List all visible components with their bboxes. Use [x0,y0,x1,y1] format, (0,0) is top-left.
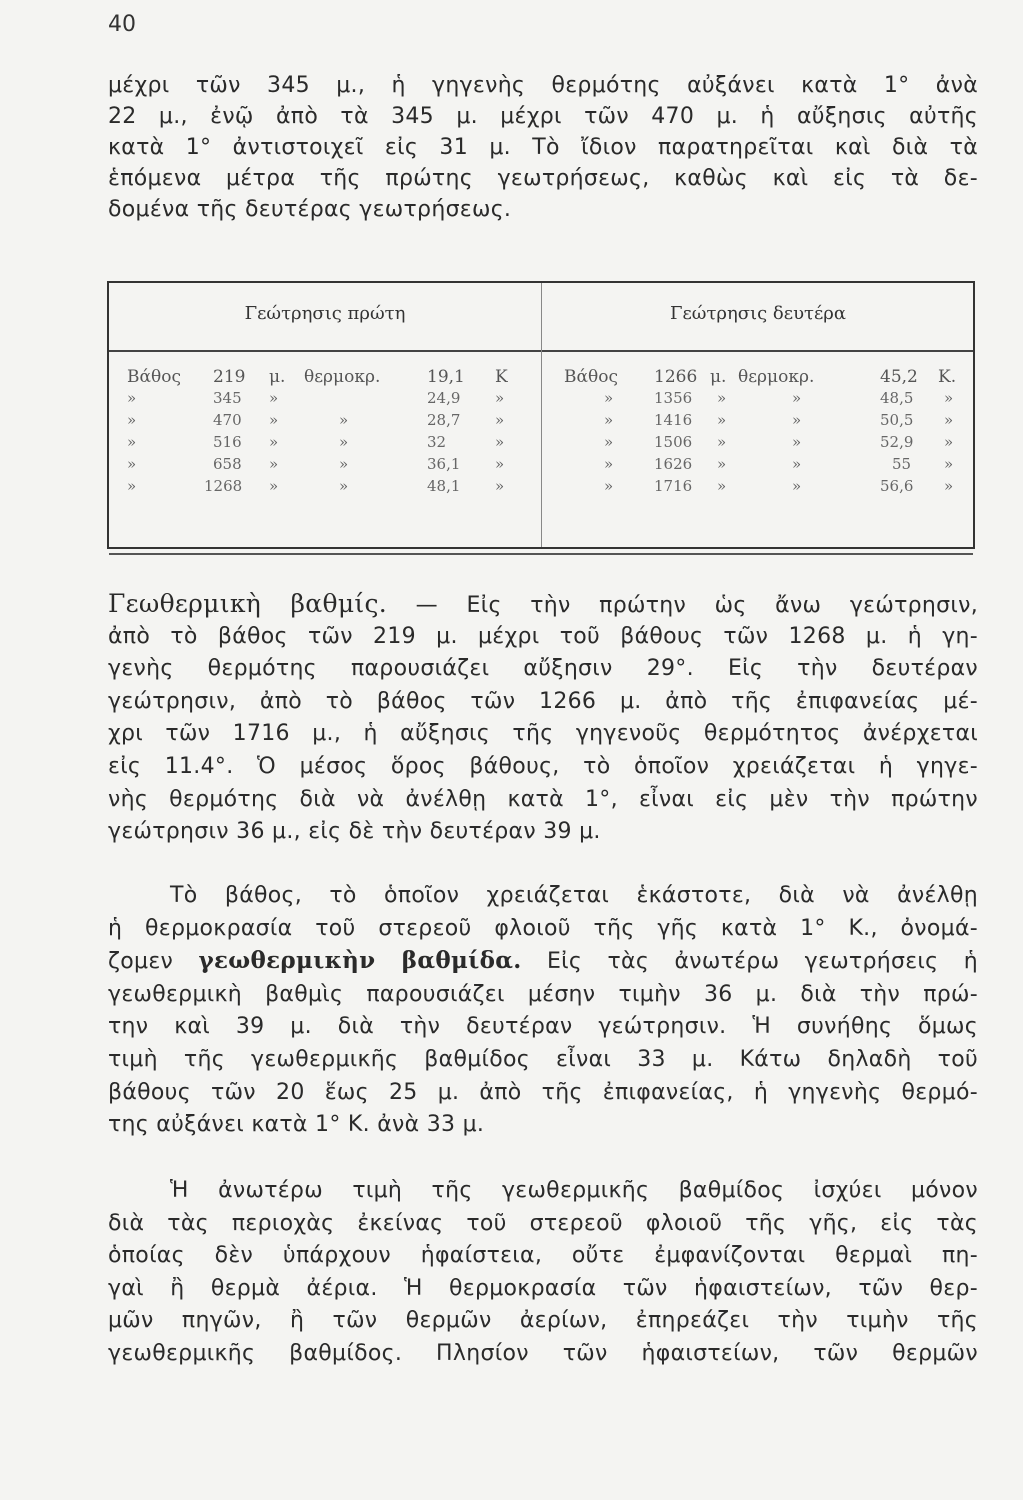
table-row [109,477,541,499]
row-value: 50,5 [880,411,914,429]
row-depth: 1416 [654,411,693,429]
table-row [109,411,541,433]
text-line: δομένα τῆς δευτέρας γεωτρήσεως. [108,197,512,222]
row-depth: 1716 [654,477,693,495]
row-kelvin: » [495,433,505,451]
row-value: 19,1 [427,367,465,387]
text-line: γενὴς θερμότης παρουσιάζει αὔξησιν 29°. Εἰς τὴν δευτέραν [108,656,978,682]
table-column-second-borehole [542,367,974,499]
row-unit-temp: » [792,411,802,429]
table-row [542,477,974,499]
row-unit-temp: » [792,477,802,495]
row-value: 52,9 [880,433,914,451]
row-label: Βάθος [127,367,181,387]
text-line: γεώτρησιν 36 μ., εἰς δὲ τὴν δευτέραν 39 μ. [108,819,601,845]
text-line [108,945,978,979]
row-unit: μ. [710,367,727,387]
row-label: » [604,389,614,407]
text-line: Τὸ βάθος, τὸ ὁποῖον χρειάζεται ἑκάστοτε, διὰ νὰ ἀνέλθῃ [170,883,978,908]
paragraph-definition [108,880,978,1142]
row-label: » [127,389,137,407]
row-label: » [604,411,614,429]
borehole-temperature-table [107,281,975,549]
row-depth: 658 [213,455,242,473]
row-unit-temp: » [792,389,802,407]
row-unit: » [269,455,279,473]
row-kelvin: » [944,455,954,473]
text-line: εἰς 11.4°. Ὁ μέσος ὅρος βάθους, τὸ ὁποῖον χρειάζεται ἡ γηγε- [108,753,978,779]
text-line [108,588,978,621]
defined-term: γεωθερμικὴν βαθμίδα. [198,947,522,975]
row-depth: 1356 [654,389,693,407]
text-line: ἀπὸ τὸ βάθος τῶν 219 μ. μέχρι τοῦ βάθους τῶν 1268 μ. ἡ γη- [108,623,978,649]
row-kelvin: » [944,411,954,429]
row-unit: » [717,389,727,407]
table-row [109,433,541,455]
table-row [542,389,974,411]
text-line: 22 μ., ἐνῷ ἀπὸ τὰ 345 μ. μέχρι τῶν 470 μ. ἡ αὔξησις αὐτῆς [108,104,978,129]
text-line: νὴς θερμότης διὰ νὰ ἀνέλθῃ κατὰ 1°, εἶναι εἰς μὲν τὴν πρώτην [108,786,978,812]
row-depth: 470 [213,411,242,429]
text-fragment: ζομεν [108,949,174,975]
row-unit: » [269,477,279,495]
row-label: » [127,433,137,451]
table-row [542,433,974,455]
row-label: » [127,455,137,473]
row-unit-temp: θερμοκρ. [738,367,815,387]
row-depth: 345 [213,389,242,407]
row-value: 45,2 [880,367,918,387]
row-unit: μ. [269,367,286,387]
text-line: διὰ τὰς περιοχὰς ἐκείνας τοῦ στερεοῦ φλοιοῦ τῆς γῆς, εἰς τὰς [108,1210,978,1236]
row-kelvin: » [495,411,505,429]
row-value: 48,5 [880,389,914,407]
row-depth: 1626 [654,455,693,473]
row-kelvin: Κ [495,367,508,387]
paragraph-volcanic-influence [108,1175,978,1371]
row-value: 32 [427,433,447,451]
row-kelvin: » [944,433,954,451]
table-header-second-borehole: Γεώτρησις δευτέρα [669,303,847,324]
row-label: » [604,477,614,495]
row-unit: » [717,455,727,473]
row-value: 24,9 [427,389,461,407]
row-label: » [127,411,137,429]
table-bottom-rule [109,553,973,555]
table-row [542,411,974,433]
text-line: κατὰ 1° ἀντιστοιχεῖ εἰς 31 μ. Τὸ ἴδιον παρατηρεῖται καὶ διὰ τὰ [108,135,978,160]
table-header-first-borehole: Γεώτρησις πρώτη [244,303,406,324]
text-fragment: Εἰς τὰς ἀνωτέρω γεωτρήσεις ἡ [546,949,979,975]
table-row [542,455,974,477]
text-line: μέχρι τῶν 345 μ., ἡ γηγενὴς θερμότης αὐξάνει κατὰ 1° ἀνὰ [108,73,978,98]
row-kelvin: » [495,455,505,473]
row-kelvin: Κ. [938,367,957,387]
table-row [109,455,541,477]
table-column-first-borehole [109,367,541,499]
row-value: 28,7 [427,411,461,429]
page-number: 40 [108,12,136,37]
row-label: » [604,433,614,451]
table-row [542,367,974,389]
row-depth: 1268 [204,477,243,495]
table-row [109,367,541,389]
text-line: γεώτρησιν, ἀπὸ τὸ βάθος τῶν 1266 μ. ἀπὸ τῆς ἐπιφανείας μέ- [108,688,978,714]
row-value: 56,6 [880,477,914,495]
row-depth: 219 [213,367,246,387]
text-fragment: — Εἰς τὴν πρώτην ὡς ἄνω γεώτρησιν, [415,593,978,618]
row-unit-temp: » [339,477,349,495]
row-label: » [127,477,137,495]
text-line: ἡ θερμοκρασία τοῦ στερεοῦ φλοιοῦ τῆς γῆς κατὰ 1° Κ., ὀνομά- [108,915,978,941]
row-unit: » [269,411,279,429]
row-kelvin: » [495,477,505,495]
row-value: 55 [892,455,912,473]
text-line: τιμὴ τῆς γεωθερμικῆς βαθμίδος εἶναι 33 μ. Κάτω δηλαδὴ τοῦ [108,1046,978,1072]
row-unit: » [717,477,727,495]
row-unit-temp: θερμοκρ. [304,367,381,387]
row-unit: » [269,389,279,407]
row-kelvin: » [495,389,505,407]
row-label: » [604,455,614,473]
row-depth: 1266 [654,367,698,387]
text-line: μῶν πηγῶν, ἢ τῶν θερμῶν ἀερίων, ἐπηρεάζει τὴν τιμὴν τῆς [108,1308,978,1334]
section-heading: Γεωθερμικὴ βαθμίς. [108,589,388,618]
text-line: γεωθερμικὴ βαθμὶς παρουσιάζει μέσην τιμὴν 36 μ. διὰ τὴν πρώ- [108,981,978,1007]
text-line: την καὶ 39 μ. διὰ τὴν δευτέραν γεώτρησιν. Ἡ συνήθης ὅμως [108,1014,978,1040]
text-line: χρι τῶν 1716 μ., ἡ αὔξησις τῆς γηγενοῦς θερμότητος ἀνέρχεται [108,721,978,747]
row-unit: » [717,433,727,451]
row-unit-temp: » [339,433,349,451]
row-unit: » [717,411,727,429]
row-kelvin: » [944,389,954,407]
row-unit-temp: » [339,455,349,473]
text-line: ὁποίας δὲν ὑπάρχουν ἡφαίστεια, οὔτε ἐμφανίζονται θερμαὶ πη- [108,1243,978,1269]
row-depth: 1506 [654,433,693,451]
text-line: γεωθερμικῆς βαθμίδος. Πλησίον τῶν ἡφαιστείων, τῶν θερμῶν [108,1340,978,1366]
row-label: Βάθος [564,367,618,387]
text-line: ἑπόμενα μέτρα τῆς πρώτης γεωτρήσεως, καθὼς καὶ εἰς τὰ δε- [108,166,978,191]
row-value: 36,1 [427,455,461,473]
table-row [109,389,541,411]
row-unit-temp: » [792,455,802,473]
row-unit: » [269,433,279,451]
text-line: βάθους τῶν 20 ἕως 25 μ. ἀπὸ τῆς ἐπιφανείας, ἡ γηγενὴς θερμό- [108,1079,978,1105]
row-unit-temp: » [792,433,802,451]
row-unit-temp: » [339,411,349,429]
row-value: 48,1 [427,477,461,495]
text-line: γαὶ ἢ θερμὰ ἀέρια. Ἡ θερμοκρασία τῶν ἡφαιστείων, τῶν θερ- [108,1275,978,1301]
paragraph-geothermal-gradient [108,588,978,849]
text-line: Ἡ ἀνωτέρω τιμὴ τῆς γεωθερμικῆς βαθμίδος ἰσχύει μόνον [170,1178,978,1203]
row-depth: 516 [213,433,242,451]
row-kelvin: » [944,477,954,495]
text-line: της αὐξάνει κατὰ 1° Κ. ἀνὰ 33 μ. [108,1112,485,1138]
paragraph-intro [108,70,978,225]
